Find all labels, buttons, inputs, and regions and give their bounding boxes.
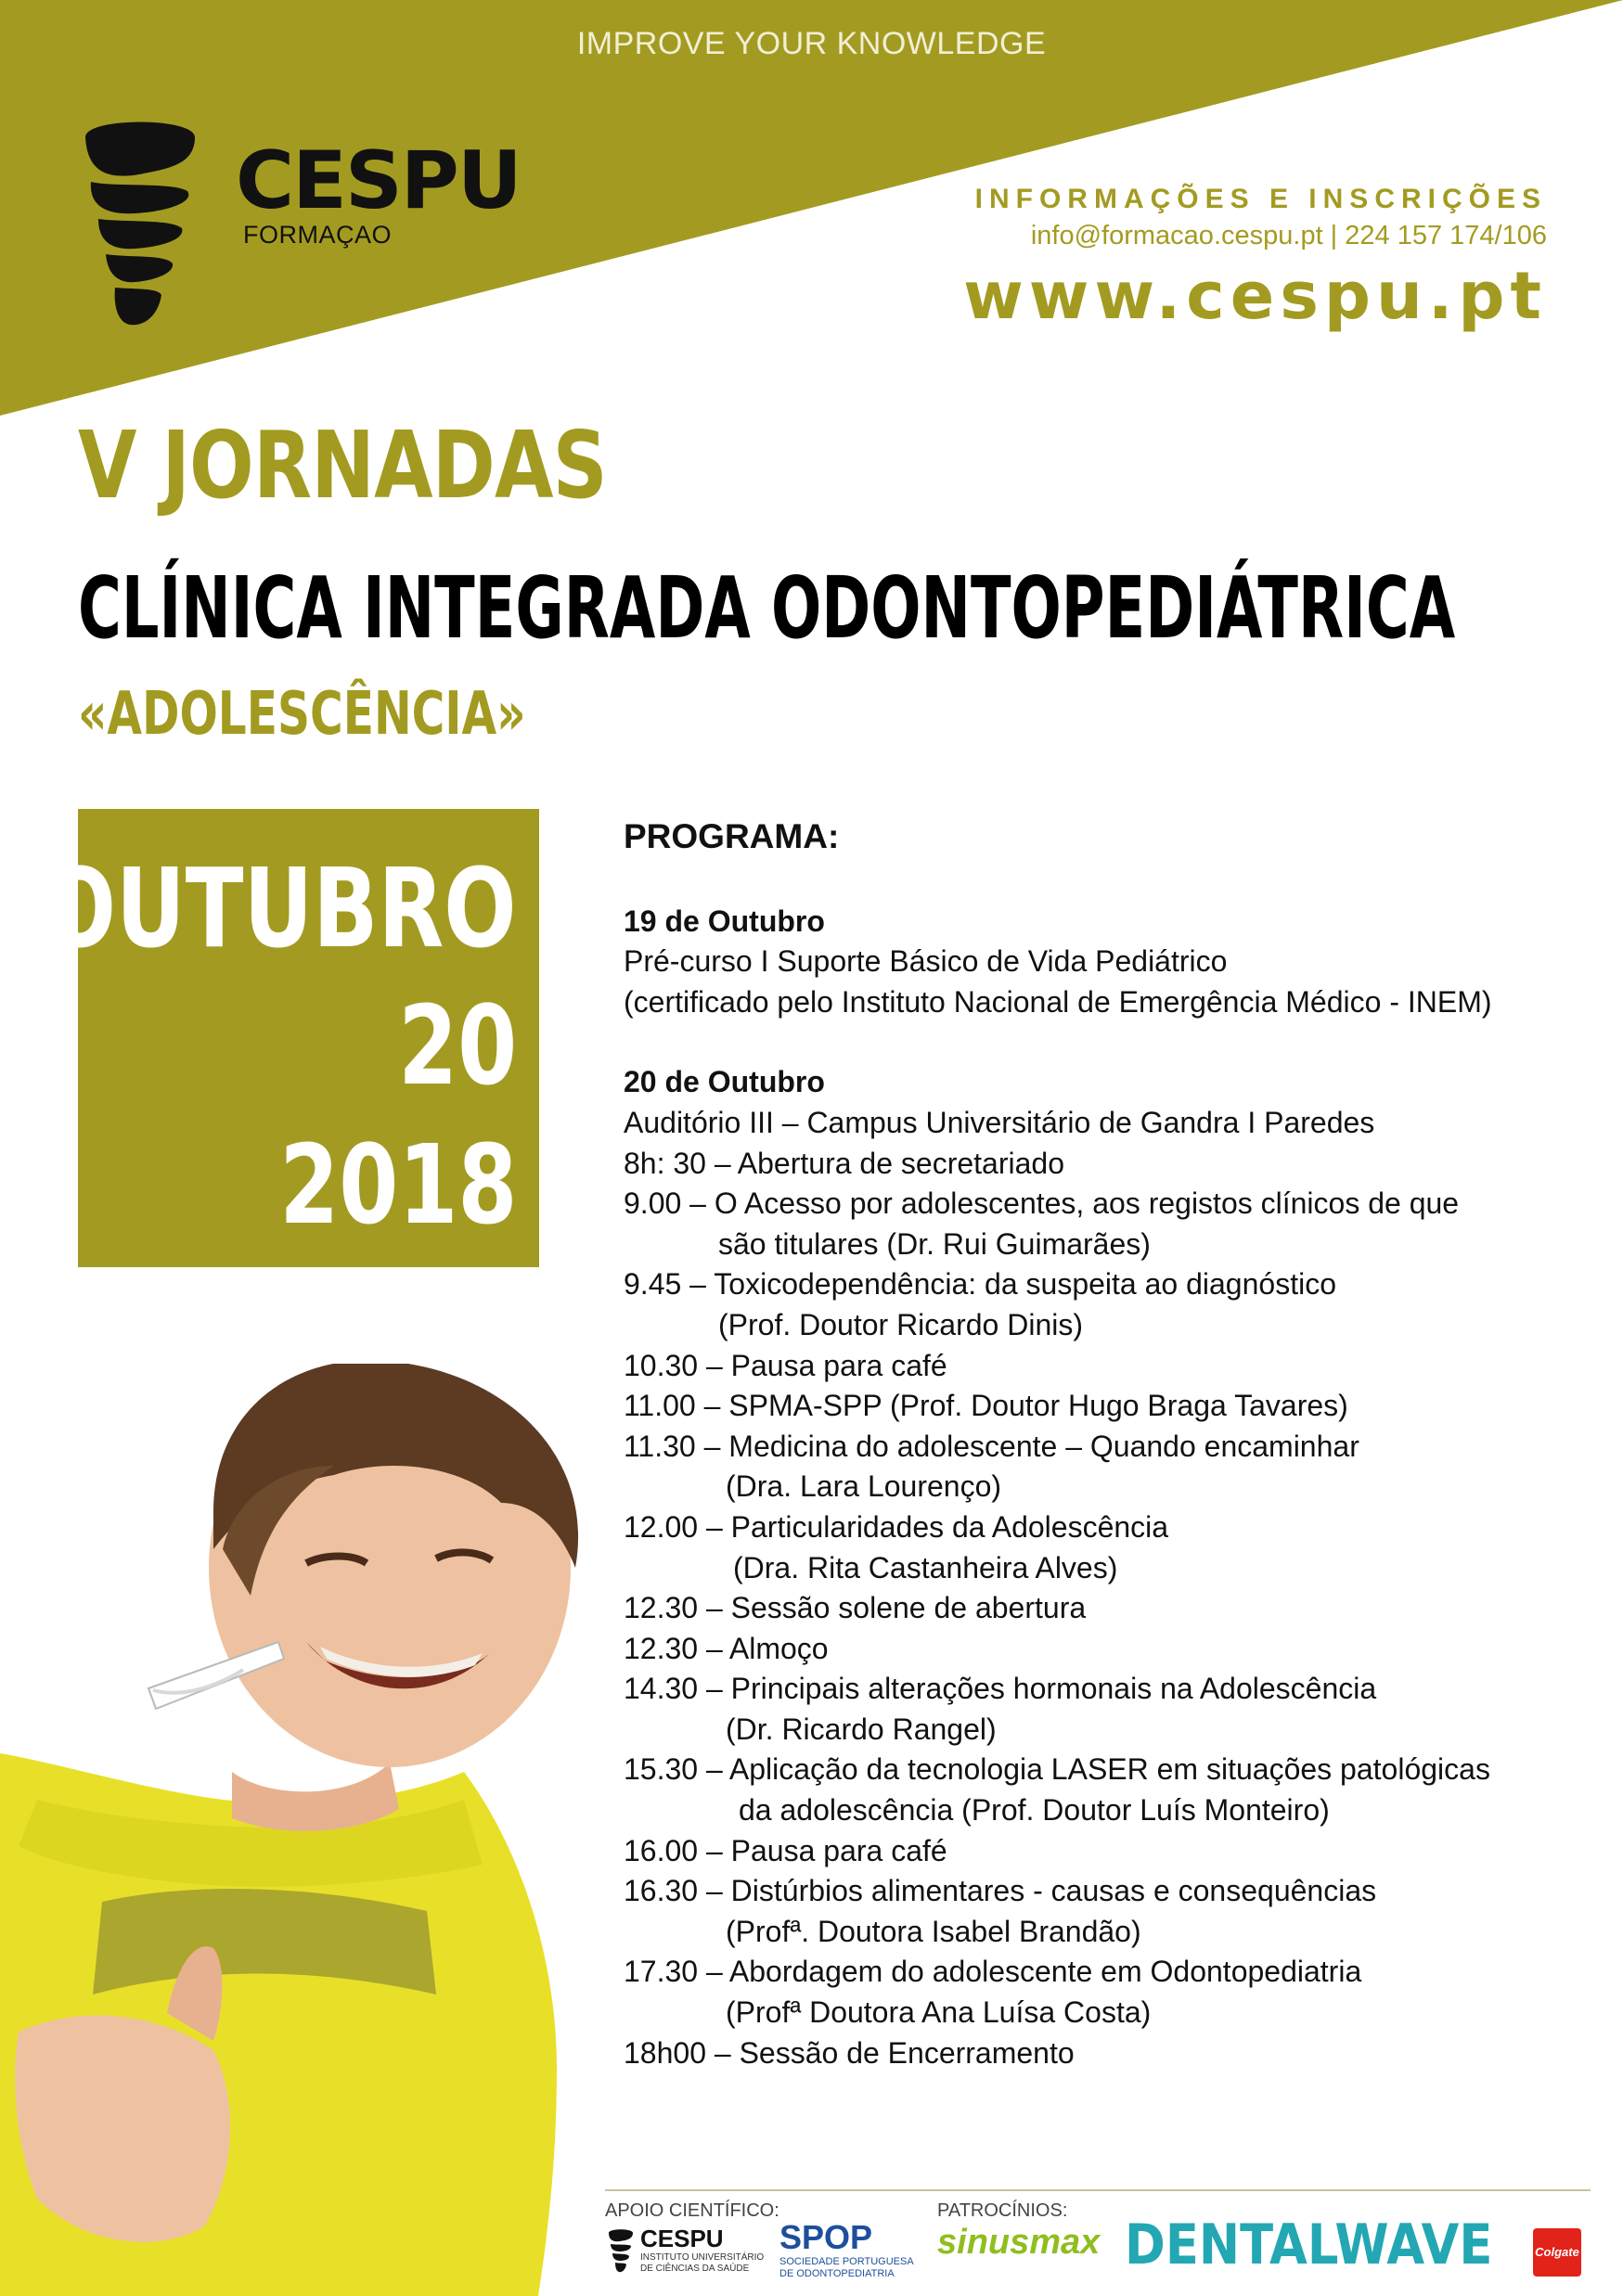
logo-wordmark: CESPU [236, 135, 521, 227]
website-link[interactable]: www.cespu.pt [963, 258, 1547, 334]
date-month: OUTUBRO [44, 844, 517, 972]
spop-subtitle: SOCIEDADE PORTUGUESA DE ODONTOPEDIATRIA [779, 2256, 914, 2279]
program-item-speaker: (Prof. Doutor Ricardo Dinis) [718, 1307, 1083, 1341]
boy-with-toothbrush-image [0, 1364, 835, 2296]
program-item: 16.00 – Pausa para café [624, 1833, 947, 1867]
program-title: PROGRAMA: [624, 817, 840, 855]
program-item: 8h: 30 – Abertura de secretariado [624, 1146, 1064, 1180]
footer-divider [605, 2189, 1591, 2191]
program-item-speaker: (Dra. Lara Lourenço) [726, 1469, 1002, 1504]
program-item-speaker: (Dra. Rita Castanheira Alves) [733, 1550, 1118, 1584]
cespu-footer-subtitle: INSTITUTO UNIVERSITÁRIO DE CIÊNCIAS DA SAÚDE [640, 2252, 765, 2274]
program-item: 15.30 – Aplicação da tecnologia LASER em situações patológicas [624, 1752, 1490, 1787]
contact-title: INFORMAÇÕES E INSCRIÇÕES [974, 184, 1547, 214]
program-item: 9.00 – O Acesso por adolescentes, aos registos clínicos de que [624, 1186, 1460, 1221]
contact-email-phone[interactable]: info@formacao.cespu.pt | 224 157 174/106 [1030, 221, 1547, 250]
logo-subtitle: FORMAÇAO [243, 221, 393, 249]
spop-logo: SPOP [779, 2218, 873, 2256]
date-year: 2018 [278, 1121, 517, 1249]
program-item: 14.30 – Principais alterações hormonais na Adolescência [624, 1672, 1377, 1706]
program-item: 16.30 – Distúrbios alimentares - causas e consequências [624, 1874, 1377, 1908]
event-edition-heading: V JORNADAS [78, 411, 607, 519]
support-label: APOIO CIENTÍFICO: [605, 2200, 779, 2221]
date-day: 20 [397, 981, 517, 1110]
program-item: 12.30 – Sessão solene de abertura [624, 1591, 1087, 1625]
sinusmax-logo: sinusmax [937, 2223, 1101, 2262]
date-box [44, 809, 539, 1267]
program-item: 11.00 – SPMA-SPP (Prof. Doutor Hugo Braga Tavares) [624, 1389, 1348, 1423]
sponsors-label: PATROCÍNIOS: [937, 2200, 1068, 2221]
event-theme-heading: «ADOLESCÊNCIA» [78, 680, 526, 749]
day2-label: 20 de Outubro [624, 1065, 825, 1099]
cespu-footer-logo-icon [607, 2228, 635, 2273]
program-item-speaker: (Profª. Doutora Isabel Brandão) [726, 1914, 1141, 1948]
program-item: 18h00 – Sessão de Encerramento [624, 2035, 1075, 2070]
program-item-speaker: (Profª Doutora Ana Luísa Costa) [726, 1995, 1152, 2030]
program-item: 9.45 – Toxicodependência: da suspeita ao diagnóstico [624, 1267, 1336, 1302]
cespu-footer-name: CESPU [640, 2225, 724, 2252]
program-item: 11.30 – Medicina do adolescente – Quando encaminhar [624, 1429, 1359, 1463]
colgate-logo: Colgate [1533, 2228, 1581, 2277]
day2-location: Auditório III – Campus Universitário de Gandra I Paredes [624, 1105, 1375, 1139]
program-item-speaker: são titulares (Dr. Rui Guimarães) [718, 1226, 1151, 1261]
cespu-logo-icon [78, 117, 202, 327]
program-line: (certificado pelo Instituto Nacional de Emergência Médico - INEM) [624, 984, 1492, 1019]
program-item: 17.30 – Abordagem do adolescente em Odontopediatria [624, 1955, 1362, 1989]
dentalwave-logo: DENTALWAVE [1125, 2213, 1493, 2277]
tagline: IMPROVE YOUR KNOWLEDGE [576, 26, 1047, 61]
program-item-speaker: (Dr. Ricardo Rangel) [726, 1712, 997, 1746]
program-item: 10.30 – Pausa para café [624, 1348, 947, 1382]
event-title-heading: CLÍNICA INTEGRADA ODONTOPEDIÁTRICA [78, 558, 1456, 658]
program-line: Pré-curso I Suporte Básico de Vida Pediátrico [624, 944, 1228, 979]
program-item: 12.30 – Almoço [624, 1631, 829, 1665]
program-item: 12.00 – Particularidades da Adolescência [624, 1509, 1169, 1544]
day1-label: 19 de Outubro [624, 904, 825, 938]
program-item-speaker: da adolescência (Prof. Doutor Luís Monteiro) [739, 1793, 1330, 1828]
